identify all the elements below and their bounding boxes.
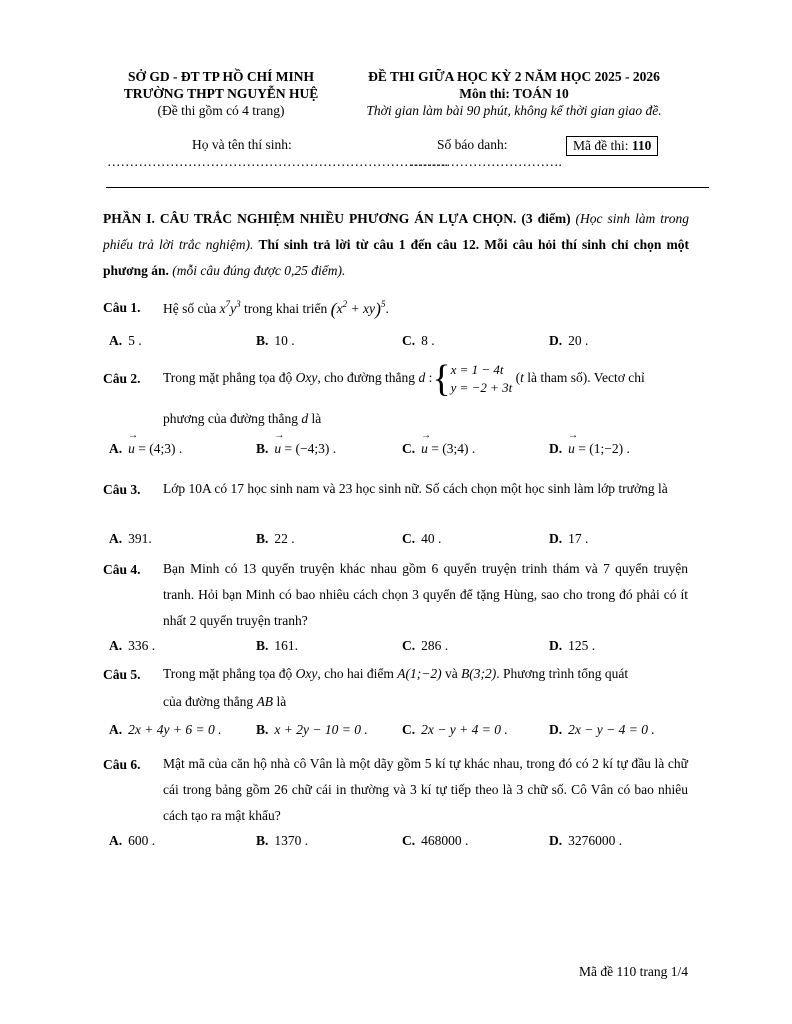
option-letter: A. <box>109 531 123 546</box>
question-2-text-part: là <box>311 411 322 426</box>
question-1-term: $x^7y^3$ <box>219 299 241 316</box>
question-5-text-part: là <box>276 694 287 709</box>
question-5-option-d[interactable] <box>549 722 655 738</box>
question-1-label: Câu 1. <box>103 300 141 315</box>
question-2-text-line-2 <box>163 406 688 432</box>
question-5-option-b[interactable] <box>256 722 368 738</box>
option-letter: D. <box>549 441 563 456</box>
option-value: 40 . <box>421 531 442 546</box>
candidate-id-label: Số báo danh: <box>437 137 508 152</box>
option-letter: A. <box>109 638 123 653</box>
question-3-option-a[interactable] <box>109 531 152 547</box>
option-letter: D. <box>549 531 563 546</box>
option-letter: B. <box>256 638 269 653</box>
question-5-label: Câu 5. <box>103 667 141 682</box>
question-6-option-b[interactable] <box>256 833 308 849</box>
question-5-option-c[interactable] <box>402 722 508 738</box>
vector-u: → u <box>274 441 281 457</box>
section-1-note: (Học sinh làm trong phiếu trả lời trắc nghiệm). <box>103 211 689 252</box>
question-2-text: Trong mặt phẳng tọa độ Oxy, cho đường thẳng d :{x = 1 − 4t y = −2 + 3t (t là tham số). Vectơ chỉ <box>163 357 645 400</box>
question-2-label: Câu 2. <box>103 371 141 386</box>
option-value: x + 2y − 10 = 0 . <box>274 722 368 737</box>
option-letter: D. <box>549 333 563 348</box>
option-letter: D. <box>549 638 563 653</box>
line-d-symbol: d <box>301 411 309 426</box>
department-name: SỞ GD - ĐT TP HỒ CHÍ MINH <box>128 69 314 84</box>
candidate-name-label: Họ và tên thí sinh: <box>192 137 292 152</box>
exam-code-box <box>566 136 658 156</box>
option-value: 10 . <box>274 333 295 348</box>
question-4-option-b[interactable] <box>256 638 298 654</box>
question-3-option-d[interactable] <box>549 531 588 547</box>
exam-header <box>346 68 682 119</box>
question-1-option-b[interactable] <box>256 333 295 349</box>
question-4-label: Câu 4. <box>103 562 141 577</box>
question-6-option-d[interactable] <box>549 833 622 849</box>
question-2-text-part: Trong mặt phẳng tọa độ <box>163 370 293 385</box>
question-1-text-part: Hệ số của <box>163 301 217 316</box>
question-1-option-a[interactable] <box>109 333 142 349</box>
option-value: = (3;4) . <box>431 441 476 456</box>
question-2-text-part: phương của đường thẳng <box>163 411 299 426</box>
question-5-text-part: của đường thẳng <box>163 694 254 709</box>
time-note: Thời gian làm bài 90 phút, không kể thời gian giao đề. <box>366 103 662 118</box>
system-eq-2: y = −2 + 3t <box>450 379 513 395</box>
exam-code-value: 110 <box>631 138 652 153</box>
option-letter: C. <box>402 441 416 456</box>
vector-u: → u <box>568 441 575 457</box>
line-ab-symbol: AB <box>256 694 274 709</box>
question-4-text: Bạn Minh có 13 quyển truyện khác nhau gồm 6 quyển truyện trinh thám và 7 quyển truyện tranh. Hỏi bạn Minh có bao nhiêu cách chọn 3 quyển để tặng Hùng, sao cho trong đó phải có ít nhất 2 quyển truyện tranh? <box>163 561 688 628</box>
option-letter: C. <box>402 722 416 737</box>
point-a: A(1;−2) <box>397 666 442 681</box>
option-value: 125 . <box>568 638 596 653</box>
question-2-text-part: , cho đường thẳng <box>317 370 416 385</box>
question-2-option-b[interactable] <box>256 441 336 457</box>
option-value: 22 . <box>274 531 295 546</box>
question-4-option-a[interactable] <box>109 638 155 654</box>
option-value: 468000 . <box>421 833 469 848</box>
option-letter: A. <box>109 441 123 456</box>
section-1-score-note: (mỗi câu đúng được 0,25 điểm). <box>172 263 346 278</box>
option-value: = (4;3) . <box>138 441 183 456</box>
question-5-text-part: Trong mặt phẳng tọa độ <box>163 666 293 681</box>
question-3-option-c[interactable] <box>402 531 441 547</box>
page-count-note: (Đề thi gồm có 4 trang) <box>157 103 285 118</box>
section-1-instruction: Thí sinh trả lời từ câu 1 đến câu 12. Mỗi câu hỏi thí sinh chỉ chọn một phương án. <box>103 237 690 278</box>
vector-u: → u <box>128 441 135 457</box>
option-value: 391. <box>128 531 152 546</box>
option-letter: A. <box>109 722 123 737</box>
option-letter: B. <box>256 833 269 848</box>
question-3-option-b[interactable] <box>256 531 295 547</box>
oxy-symbol: Oxy <box>295 666 318 681</box>
line-d-symbol: d <box>418 370 426 385</box>
question-1-expression: $(x^2 + xy)^5$ <box>330 299 386 319</box>
candidate-name-field[interactable]: …………………………………………………………………. <box>107 154 448 169</box>
section-1-instructions <box>103 206 689 284</box>
question-6-option-a[interactable] <box>109 833 155 849</box>
question-1-text: Hệ số của $x^7y^3$ trong khai triển $(x^2 + xy)^5$. <box>163 299 389 319</box>
question-1-option-c[interactable] <box>402 333 435 349</box>
option-value: 2x + 4y + 6 = 0 . <box>128 722 222 737</box>
question-6-label: Câu 6. <box>103 757 141 772</box>
option-value: 600 . <box>128 833 156 848</box>
parametric-system <box>451 361 513 397</box>
school-name: TRƯỜNG THPT NGUYỄN HUỆ <box>123 86 319 101</box>
option-letter: B. <box>256 531 269 546</box>
question-5-option-a[interactable] <box>109 722 221 738</box>
candidate-id-field[interactable]: ……………………………. <box>410 154 562 169</box>
option-letter: B. <box>256 333 269 348</box>
system-eq-1: x = 1 − 4t <box>450 361 504 377</box>
vector-u: → u <box>421 441 428 457</box>
option-letter: D. <box>549 722 563 737</box>
subject-line: Môn thi: TOÁN 10 <box>459 86 569 101</box>
question-2-option-c[interactable] <box>402 441 475 457</box>
question-4-option-c[interactable] <box>402 638 448 654</box>
option-letter: C. <box>402 531 416 546</box>
option-letter: C. <box>402 333 416 348</box>
question-5-text-part: , cho hai điểm <box>317 666 394 681</box>
question-1-option-d[interactable] <box>549 333 588 349</box>
question-2-text-part: là tham số). Vectơ chỉ <box>527 370 645 385</box>
school-header <box>103 68 339 119</box>
option-value: 2x − y + 4 = 0 . <box>421 722 508 737</box>
option-value: 17 . <box>568 531 589 546</box>
question-4-option-d[interactable] <box>549 638 595 654</box>
question-6-option-c[interactable] <box>402 833 468 849</box>
option-value: 161. <box>274 638 299 653</box>
option-value: 20 . <box>568 333 589 348</box>
oxy-symbol: Oxy <box>295 370 318 385</box>
option-value: 8 . <box>421 333 435 348</box>
header-divider <box>106 187 709 188</box>
option-letter: B. <box>256 441 269 456</box>
question-2-option-d[interactable] <box>549 441 630 457</box>
point-b: B(3;2) <box>461 666 497 681</box>
question-5-text <box>163 661 688 687</box>
question-1-text-part: trong khai triển <box>243 301 328 316</box>
option-value: 286 . <box>421 638 449 653</box>
question-6-text: Mật mã của căn hộ nhà cô Vân là một dãy gồm 5 kí tự khác nhau, trong đó có 2 kí tự đầu là chữ cái trong bảng gồm 26 chữ cái in thường và 3 kí tự tiếp theo là 3 chữ số. Cô Vân có bao nhiêu cách tạo ra mật khẩu? <box>163 756 688 823</box>
system-brace: { <box>432 357 451 400</box>
option-letter: C. <box>402 638 416 653</box>
option-value: 336 . <box>128 638 156 653</box>
question-3-text: Lớp 10A có 17 học sinh nam và 23 học sinh nữ. Số cách chọn một học sinh làm lớp trưởng là <box>163 481 668 496</box>
question-3-label: Câu 3. <box>103 482 141 497</box>
option-letter: D. <box>549 833 563 848</box>
option-letter: B. <box>256 722 269 737</box>
question-5-text-line-2 <box>163 689 688 715</box>
option-value: = (−4;3) . <box>284 441 337 456</box>
question-5-text-part: và <box>444 666 458 681</box>
question-2-option-a[interactable] <box>109 441 182 457</box>
option-value: 1370 . <box>274 833 309 848</box>
option-letter: A. <box>109 833 123 848</box>
option-value: 2x − y − 4 = 0 . <box>568 722 655 737</box>
option-letter: A. <box>109 333 123 348</box>
option-value: = (1;−2) . <box>578 441 630 456</box>
section-1-title: PHẦN I. CÂU TRẮC NGHIỆM NHIỀU PHƯƠNG ÁN LỰA CHỌN. (3 điểm) <box>103 211 571 226</box>
exam-title: ĐỀ THI GIỮA HỌC KỲ 2 NĂM HỌC 2025 - 2026 <box>368 69 660 84</box>
param-t: t <box>520 370 524 385</box>
page-footer: Mã đề 110 trang 1/4 <box>579 964 688 979</box>
exam-code-label: Mã đề thi: <box>573 138 629 153</box>
option-letter: C. <box>402 833 416 848</box>
option-value: 5 . <box>128 333 142 348</box>
option-value: 3276000 . <box>568 833 623 848</box>
question-5-text-part: . Phương trình tổng quát <box>496 666 629 681</box>
